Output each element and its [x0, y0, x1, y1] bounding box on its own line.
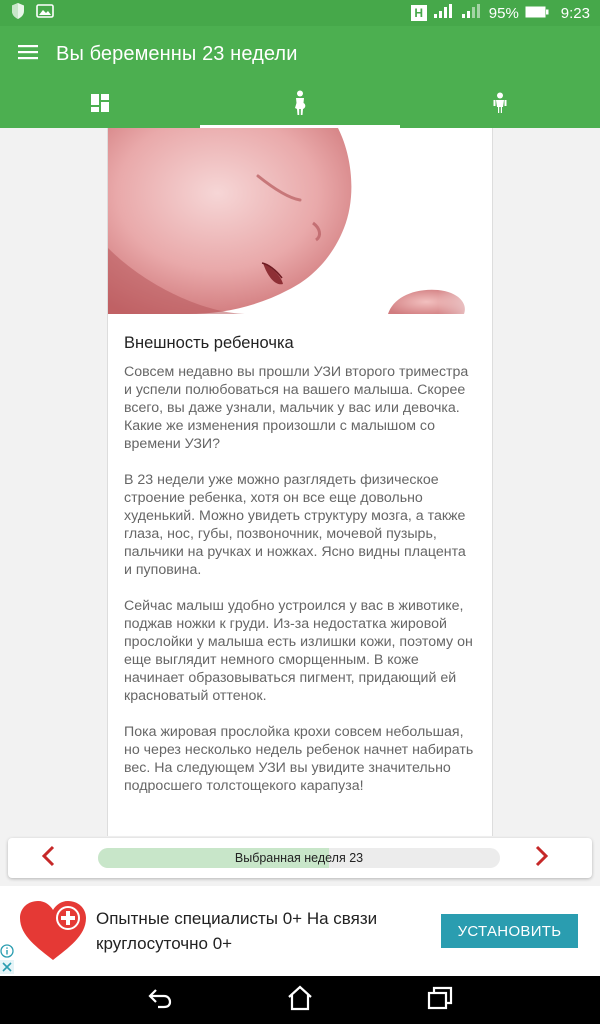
recent-apps-icon: [427, 986, 453, 1015]
heart-plus-icon: [18, 900, 88, 962]
battery-percentage: 95%: [488, 4, 519, 22]
selected-week-label: Выбранная неделя 23: [234, 851, 364, 865]
install-button[interactable]: УСТАНОВИТЬ: [441, 914, 578, 948]
child-icon: [491, 92, 509, 119]
back-button[interactable]: [140, 980, 180, 1020]
tab-dashboard[interactable]: [0, 82, 200, 128]
ad-banner[interactable]: [0, 886, 600, 976]
hamburger-icon: [18, 44, 38, 65]
fetus-photo: [108, 128, 492, 314]
close-icon[interactable]: [0, 960, 14, 974]
article-paragraph: В 23 недели уже можно разглядеть физическое строение ребенка, хотя он все еще довольно худенький. Можно увидеть структуру мозга, а также глаза, нос, губы, позвоночник, мочевой пузырь, пальчики на ручках и ножках. Ясно видны плацента и пуповина.: [124, 472, 466, 578]
ad-text: Опытные специалисты 0+ На связи круглосуточно 0+: [96, 909, 378, 953]
status-bar: [0, 0, 600, 26]
back-icon: [147, 987, 173, 1014]
chevron-right-icon: [535, 845, 549, 872]
tab-mother[interactable]: [200, 82, 400, 128]
mother-icon: [291, 90, 309, 121]
network-type-badge: H: [411, 5, 427, 21]
article-card: [107, 128, 493, 836]
article-body: [108, 314, 492, 795]
article-title: Внешность ребеночка: [124, 334, 294, 352]
app-bar: [0, 26, 600, 128]
menu-button[interactable]: [0, 26, 56, 82]
battery-icon: [525, 5, 549, 22]
previous-week-button[interactable]: [8, 838, 88, 878]
week-progress-bar[interactable]: [98, 848, 500, 868]
page-title: Вы беременны 23 недели: [56, 42, 298, 65]
chevron-left-icon: [41, 845, 55, 872]
system-nav-bar: [0, 976, 600, 1024]
week-selector: [8, 838, 592, 878]
signal-2-icon: [461, 3, 483, 23]
tab-bar: [0, 82, 600, 128]
info-icon[interactable]: [0, 944, 14, 958]
toolbar: [0, 26, 600, 82]
tab-child[interactable]: [400, 82, 600, 128]
article-paragraph: Сейчас малыш удобно устроился у вас в животике, поджав ножки к груди. Из-за недостатка жировой прослойки у малыша есть излишки кожи, поэтому он еще выглядит немного сморщенным. В коже начинает образовываться пигмент, придающий ей красноватый оттенок.: [124, 598, 473, 704]
article-paragraph: Пока жировая прослойка крохи совсем небольшая, но через несколько недель ребенок начнет набирать вес. На следующем УЗИ вы увидите значительно подросшего толстощекого карапуза!: [124, 724, 474, 794]
home-button[interactable]: [280, 980, 320, 1020]
home-icon: [286, 985, 314, 1016]
clock: 9:23: [560, 4, 590, 22]
signal-icon: [433, 3, 455, 23]
shield-icon: [10, 2, 26, 24]
article-paragraph: Совсем недавно вы прошли УЗИ второго триместра и успели полюбоваться на вашего малыша. Скорее всего, вы даже узнали, мальчик у вас или девочка. Какие же изменения произошли с малышом со времени УЗИ?: [124, 364, 469, 452]
content-area[interactable]: [0, 128, 600, 836]
image-icon: [36, 4, 54, 22]
recent-apps-button[interactable]: [420, 980, 460, 1020]
next-week-button[interactable]: [502, 838, 582, 878]
dashboard-icon: [90, 93, 110, 118]
